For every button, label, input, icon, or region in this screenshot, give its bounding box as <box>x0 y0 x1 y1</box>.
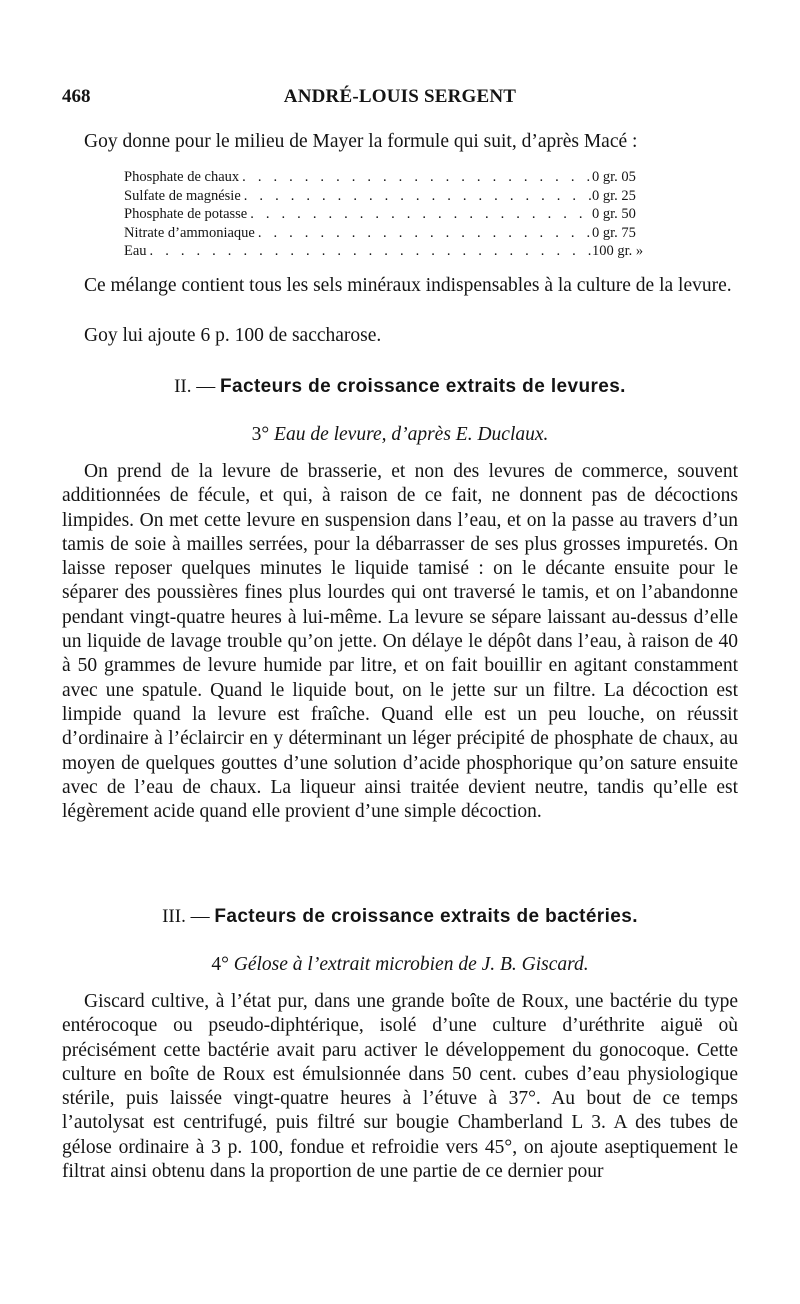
formula-table <box>124 168 684 261</box>
subheading-title: Eau de levure, d’après E. Duclaux. <box>274 424 549 445</box>
formula-row <box>124 224 684 243</box>
subheading-number: 4° <box>211 954 229 975</box>
ingredient-name: Eau <box>124 243 147 260</box>
formula-row <box>124 168 684 187</box>
ingredient-name: Sulfate de magnésie <box>124 187 241 204</box>
ingredient-amount: 0 gr. 25 <box>592 187 636 204</box>
section-number: III. — <box>162 906 210 927</box>
formula-row <box>124 205 684 224</box>
section-title: Facteurs de croissance extraits de levures. <box>220 376 626 397</box>
page-header <box>62 86 738 114</box>
page-number: 468 <box>62 86 91 107</box>
running-head: ANDRÉ-LOUIS SERGENT <box>283 86 517 107</box>
paragraph-levure-procedure: On prend de la levure de brasserie, et non des levures de commerce, souvent additionnées de fécule, et qui, à raison de ce fait, ne donnent pas de décoctions limpides. On met cette levure en suspension dans l’eau, et on la passe au travers d’un tamis de soie à mailles serrées, pour la débarrasser de ses plus grosses impuretés. On laisse reposer quelques minutes le liquide tamisé : on le décante ensuite pour le séparer des poussières fines plus lourdes qui ont traversé le tamis, et on l’abandonne pendant vingt-quatre heures à lui-même. La levure se sépare laissant au-dessus d’elle un liquide de lavage trouble qu’on jette. On délaye le dépôt dans l’eau, à raison de 40 à 50 grammes de levure humide par litre, et on fait bouillir en agitant constamment avec une spatule. Quand le liquide bout, on le jette sur un filtre. La décoction est limpide quand la levure est fraîche. Quand elle est un peu louche, on réussit d’ordinaire à l’éclaircir en y déterminant un léger précipité de phosphate de chaux, au moyen de quelques gouttes d’une solution d’acide phosphorique qu’on sature ensuite avec de l’eau de chaux. La liqueur ainsi traitée devient neutre, tandis qu’elle est légèrement acide quand elle provient d’une simple décoction. <box>62 461 738 823</box>
ingredient-amount: 100 gr. » <box>592 243 644 260</box>
dot-leader <box>239 168 592 187</box>
intro-paragraph: Goy donne pour le milieu de Mayer la formule qui suit, d’après Macé : <box>84 131 638 152</box>
dot-leader <box>147 242 592 261</box>
section-number: II. — <box>174 376 216 397</box>
section-title: Facteurs de croissance extraits de bactéries. <box>214 906 638 927</box>
ingredient-amount: 0 gr. 75 <box>592 224 636 241</box>
section-heading-levures <box>62 376 738 398</box>
subheading-title: Gélose à l’extrait microbien de J. B. Giscard. <box>233 954 589 975</box>
formula-row <box>124 242 684 261</box>
paragraph-giscard-procedure: Giscard cultive, à l’état pur, dans une grande boîte de Roux, une bactérie du type entérocoque ou pseudo-diphtérique, isolé d’une culture d’uréthrite aiguë où précisément cette bactérie avait paru activer le développement du gonocoque. Cette culture en boîte de Roux est émulsionnée dans 50 cent. cubes d’eau physiologique stérile, puis laissée vingt-quatre heures à l’étuve à 37°. Au bout de ce temps l’autolysat est centrifugé, puis filtré sur bougie Chamberland L 3. A des tubes de gélose ordinaire à 3 p. 100, fondue et refroidie vers 45°, on ajoute aseptiquement le filtrat ainsi obtenu dans la proportion de une partie de ce dernier pour <box>62 991 738 1183</box>
paragraph-mixture: Ce mélange contient tous les sels minéraux indispensables à la culture de la levure. <box>84 275 732 296</box>
ingredient-name: Phosphate de potasse <box>124 206 248 223</box>
dot-leader <box>241 187 592 206</box>
paragraph-saccharose: Goy lui ajoute 6 p. 100 de saccharose. <box>84 325 382 346</box>
subheading-number: 3° <box>251 424 270 445</box>
dot-leader <box>247 205 592 224</box>
subheading-eau-de-levure <box>62 424 738 446</box>
section-heading-bacteries <box>62 906 738 928</box>
subheading-gelose <box>62 954 738 976</box>
ingredient-name: Nitrate d’ammoniaque <box>124 224 255 241</box>
formula-row <box>124 187 684 206</box>
ingredient-amount: 0 gr. 50 <box>592 206 636 223</box>
ingredient-name: Phosphate de chaux <box>124 169 240 185</box>
ingredient-amount: 0 gr. 05 <box>592 169 636 185</box>
dot-leader <box>255 224 592 243</box>
